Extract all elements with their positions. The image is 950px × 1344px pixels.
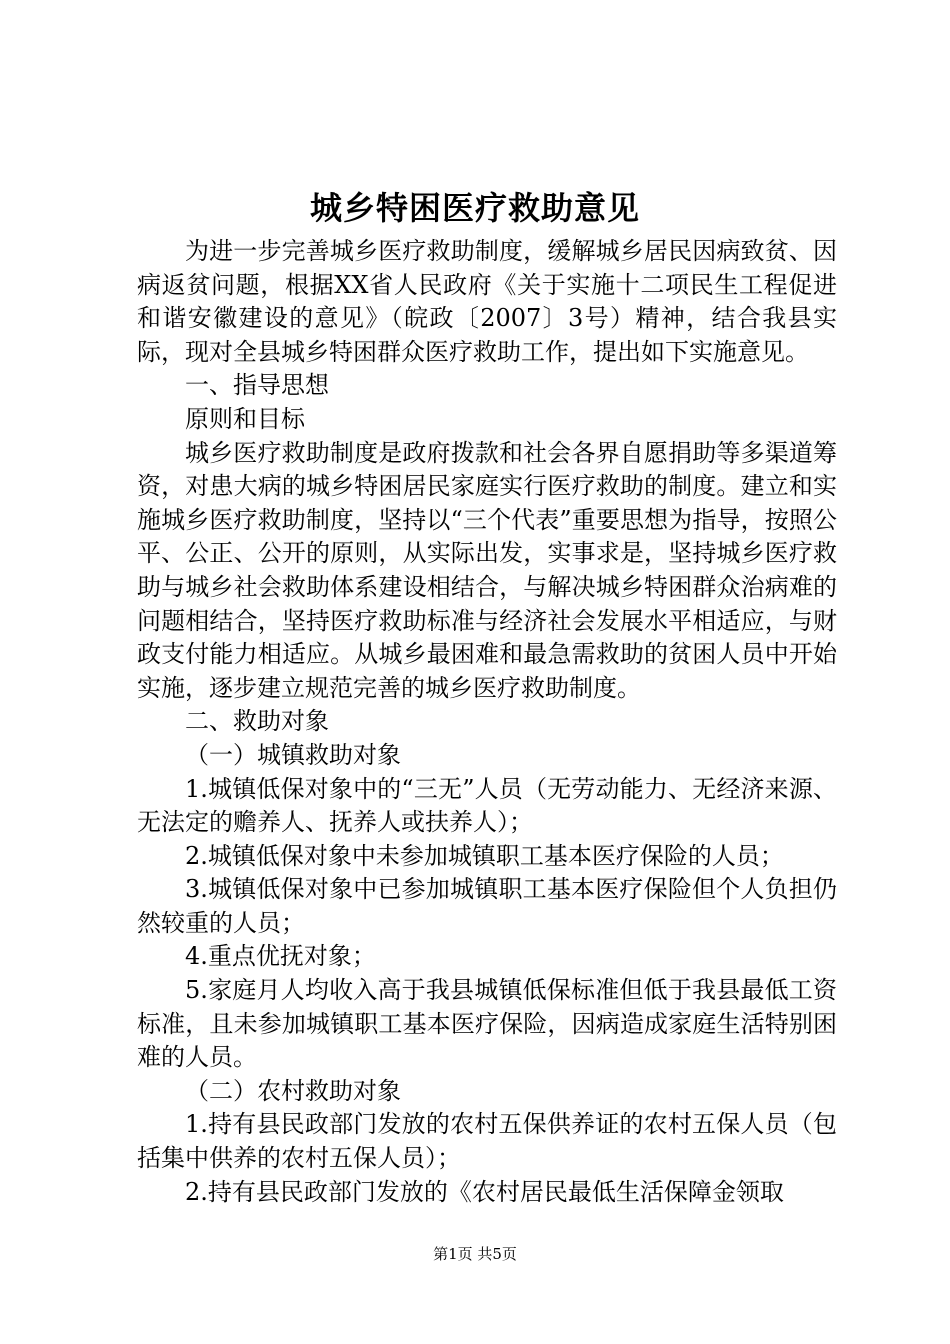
list-item-urban-2: 2.城镇低保对象中未参加城镇职工基本医疗保险的人员； xyxy=(185,841,784,870)
section-heading-recipients: 二、救助对象 xyxy=(185,707,329,736)
section-subheading-principles: 原则和目标 xyxy=(185,404,305,433)
section-heading-guiding-ideology: 一、指导思想 xyxy=(185,371,329,400)
paragraph-intro: 为进一步完善城乡医疗救助制度，缓解城乡居民因病致贫、因病返贫问题，根据XX省人民政府《关于实施十二项民生工程促进和谐安徽建设的意见》（皖政〔2007〕3号）精神，结合我县实际，现对全县城乡特困群众医疗救助工作，提出如下实施意见。 xyxy=(137,237,837,366)
subsection-heading-rural: （二）农村救助对象 xyxy=(185,1076,401,1105)
list-item-urban-4: 4.重点优抚对象； xyxy=(185,942,376,971)
list-item-urban-1: 1.城镇低保对象中的“三无”人员（无劳动能力、无经济来源、无法定的赡养人、抚养人或扶养人）； xyxy=(137,774,837,837)
document-title: 城乡特困医疗救助意见 xyxy=(309,189,640,227)
list-item-rural-2: 2.持有县民政部门发放的《农村居民最低生活保障金领取 xyxy=(185,1177,784,1206)
list-item-rural-1: 1.持有县民政部门发放的农村五保供养证的农村五保人员（包括集中供养的农村五保人员）； xyxy=(137,1110,837,1173)
list-item-urban-5: 5.家庭月人均收入高于我县城镇低保标准但低于我县最低工资标准，且未参加城镇职工基本医疗保险，因病造成家庭生活特别困难的人员。 xyxy=(137,976,837,1072)
paragraph-principles: 城乡医疗救助制度是政府拨款和社会各界自愿捐助等多渠道筹资，对患大病的城乡特困居民家庭实行医疗救助的制度。建立和实施城乡医疗救助制度，坚持以“三个代表”重要思想为指导，按照公平、公正、公开的原则，从实际出发，实事求是，坚持城乡医疗救助与城乡社会救助体系建设相结合，与解决城乡特困群众治病难的问题相结合，坚持医疗救助标准与经济社会发展水平相适应，与财政支付能力相适应。从城乡最困难和最急需救助的贫困人员中开始实施，逐步建立规范完善的城乡医疗救助制度。 xyxy=(137,438,837,702)
list-item-urban-3: 3.城镇低保对象中已参加城镇职工基本医疗保险但个人负担仍然较重的人员； xyxy=(137,875,837,937)
document-body xyxy=(137,235,837,1209)
subsection-heading-urban: （一）城镇救助对象 xyxy=(185,740,401,769)
page-footer: 第1页 共5页 xyxy=(433,1245,517,1263)
